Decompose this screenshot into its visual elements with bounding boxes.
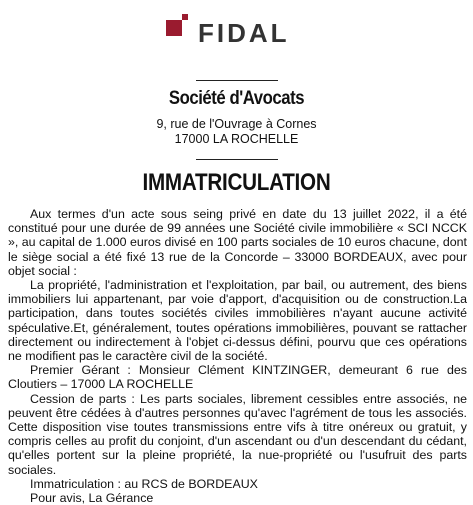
notice-heading: IMMATRICULATION bbox=[142, 169, 331, 196]
paragraph-registration: Immatriculation : au RCS de BORDEAUX bbox=[30, 476, 258, 491]
paragraph-object: Aux termes d'un acte sous seing privé en date du 13 juillet 2022, il a été constitué pour une durée de 99 années une Société civile immobilière « SCI NCCK », au capital de 1.000 euros divisé en 100 parts sociales de 10 euros chacune, dont le siège social a été fixé 13 rue de la Concorde – 33000 BORDEAUX, avec pour objet social : bbox=[8, 207, 467, 278]
middle-divider bbox=[196, 159, 278, 160]
firm-name: Société d'Avocats bbox=[168, 88, 305, 109]
logo-text: FIDAL bbox=[198, 18, 290, 48]
firm-address-line2: 17000 LA ROCHELLE bbox=[174, 132, 299, 146]
fidal-logo bbox=[0, 16, 473, 56]
paragraph-purpose: La propriété, l'administration et l'exploitation, par bail, ou autrement, des biens immobiliers lui appartenant, par voie d'apport, d'acquisition ou de construction.La participation, dans toutes sociétés civiles immobilières n'ayant aucune activité spéculative.Et, généralement, toutes opérations immobilières, pouvant se rattacher directement ou indirectement à l'objet ci-dessus défini, pourvu que ces opérations ne modifient pas le caractère civil de la société. bbox=[8, 278, 467, 364]
notice-body bbox=[8, 207, 467, 505]
paragraph-manager: Premier Gérant : Monsieur Clément KINTZINGER, demeurant 6 rue des Cloutiers – 17000 LA ROCHELLE bbox=[8, 363, 467, 392]
logo-mark-icon bbox=[166, 20, 188, 42]
paragraph-share-transfer: Cession de parts : Les parts sociales, librement cessibles entre associés, ne peuvent être cédées à d'autres personnes qu'avec l'agrément de tous les associés. Cette disposition vise toutes transmissions entre vifs à titre onéreux ou gratuit, y compris celles au profit du conjoint, d'un ascendant ou d'un descendant du cédant, qu'elles portent sur la pleine propriété, la nue-propriété ou l'usufruit des parts sociales. bbox=[8, 391, 467, 477]
top-divider bbox=[196, 80, 278, 81]
paragraph-signature: Pour avis, La Gérance bbox=[30, 491, 154, 505]
firm-address-line1: 9, rue de l'Ouvrage à Cornes bbox=[156, 117, 317, 131]
